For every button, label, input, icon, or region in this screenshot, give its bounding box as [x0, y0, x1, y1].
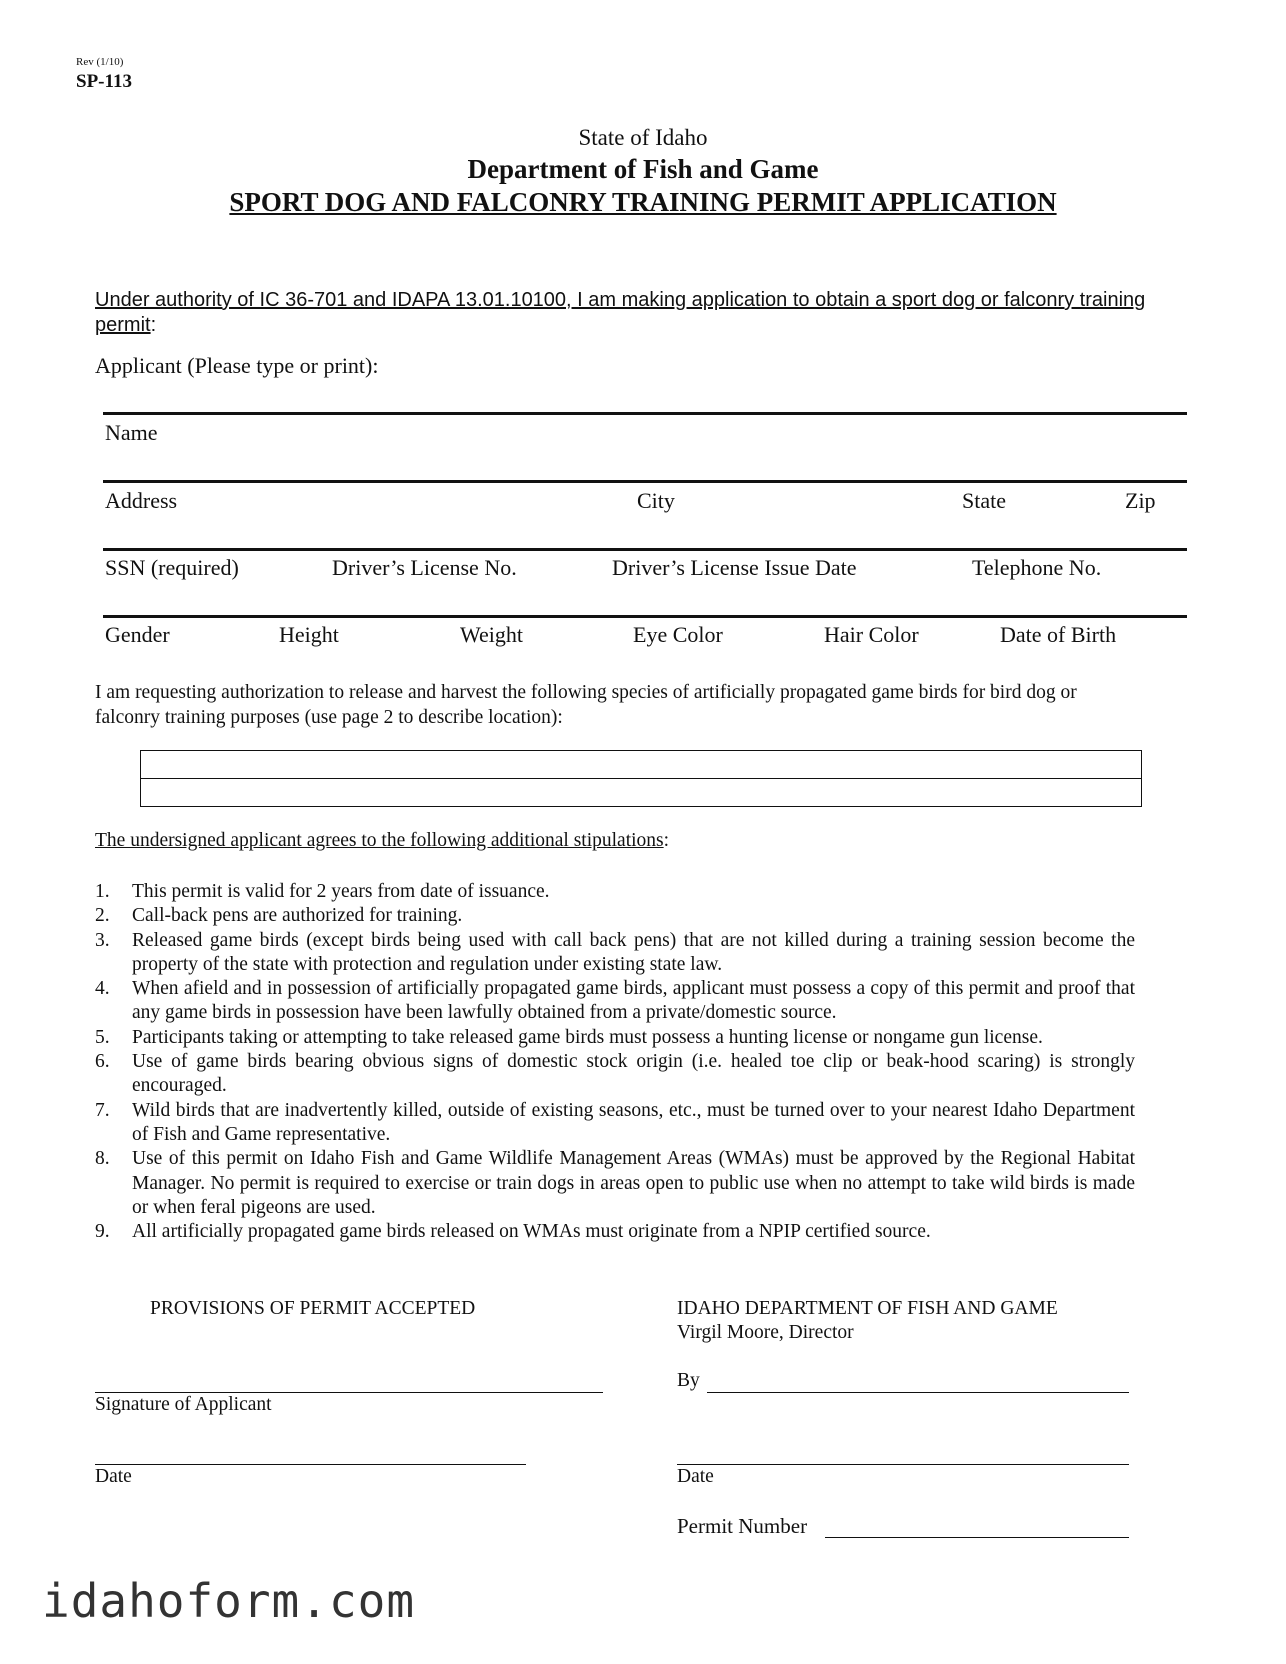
species-input-2[interactable] [141, 779, 1142, 807]
form-code: SP-113 [76, 71, 132, 92]
species-table [140, 750, 1142, 807]
license-issue-date-field[interactable]: Driver’s License Issue Date [612, 555, 857, 580]
authority-text: Under authority of IC 36-701 and IDAPA 13.01.10100, I am making application to obtain a sport dog or falconry training permit [95, 289, 1146, 336]
gender-field[interactable]: Gender [105, 622, 170, 647]
date-label-left: Date [95, 1466, 132, 1487]
list-item [95, 977, 1135, 1026]
authority-suffix: : [150, 314, 157, 336]
field-rule-4 [103, 615, 1187, 618]
hair-color-field[interactable]: Hair Color [824, 622, 919, 647]
list-item-text: Participants taking or attempting to take released game birds must possess a hunting license or nongame gun license. [132, 1026, 1043, 1048]
list-item [95, 1147, 1135, 1220]
stipulations-heading-suffix: : [663, 830, 670, 851]
list-item [95, 1050, 1135, 1099]
list-item-number: 2. [95, 905, 110, 927]
list-item [95, 1026, 1135, 1050]
list-item-text: This permit is valid for 2 years from date of issuance. [132, 881, 550, 902]
list-item-number: 7. [95, 1099, 110, 1121]
applicant-date-line[interactable] [95, 1464, 526, 1465]
stipulations-heading [95, 830, 669, 852]
authority-statement [95, 288, 1195, 338]
permit-number-line[interactable] [825, 1537, 1129, 1538]
list-item-number: 5. [95, 1026, 110, 1048]
revision-label: Rev (1/10) [76, 56, 124, 68]
list-item-text: Wild birds that are inadvertently killed, outside of existing seasons, etc., must be turned over to your nearest Idaho Department of Fish and Game representative. [132, 1099, 1135, 1145]
list-item-number: 8. [95, 1148, 110, 1170]
species-input-1[interactable] [141, 751, 1142, 779]
address-field[interactable]: Address [105, 488, 178, 513]
field-rule-3 [103, 548, 1187, 551]
list-item [95, 1220, 1135, 1244]
list-item-number: 6. [95, 1051, 110, 1073]
height-field[interactable]: Height [279, 622, 339, 647]
applicant-signature-line[interactable] [95, 1392, 603, 1393]
name-field[interactable]: Name [105, 420, 158, 445]
list-item [95, 904, 1135, 928]
date-label-right: Date [677, 1466, 714, 1487]
list-item-text: When afield and in possession of artificially propagated game birds, applicant must possess a copy of this permit and proof that any game birds in possession have been lawfully obtained from a private/domestic source. [132, 978, 1135, 1024]
applicant-label: Applicant (Please type or print): [95, 353, 379, 378]
list-item-text: Released game birds (except birds being used with call back pens) that are not killed during a training session become the property of the state with protection and regulation under existing state law. [132, 929, 1135, 975]
city-field[interactable]: City [637, 488, 675, 513]
list-item-text: All artificially propagated game birds released on WMAs must originate from a NPIP certified source. [132, 1221, 931, 1243]
list-item-number: 4. [95, 978, 110, 1000]
director-label: Virgil Moore, Director [677, 1322, 854, 1343]
telephone-field[interactable]: Telephone No. [972, 555, 1102, 580]
by-label: By [677, 1370, 700, 1391]
stipulations-heading-text: The undersigned applicant agrees to the following additional stipulations [95, 830, 664, 851]
signature-label: Signature of Applicant [95, 1394, 272, 1415]
ssn-field[interactable]: SSN (required) [105, 555, 239, 580]
field-rule-2 [103, 480, 1187, 483]
list-item [95, 929, 1135, 978]
form-title: SPORT DOG AND FALCONRY TRAINING PERMIT APPLICATION [229, 187, 1057, 217]
list-item [95, 1099, 1135, 1148]
list-item [95, 880, 1135, 904]
by-signature-line[interactable] [707, 1392, 1129, 1393]
list-item-number: 3. [95, 929, 110, 951]
list-item-number: 1. [95, 881, 110, 902]
date-of-birth-field[interactable]: Date of Birth [1000, 622, 1117, 647]
department-label: IDAHO DEPARTMENT OF FISH AND GAME [677, 1298, 1058, 1319]
permit-number-label: Permit Number [677, 1514, 808, 1538]
weight-field[interactable]: Weight [460, 622, 523, 647]
request-statement: I am requesting authorization to release and harvest the following species of artificially propagated game birds for bird dog or falconry training purposes (use page 2 to describe location): [95, 682, 1077, 728]
list-item-text: Call-back pens are authorized for training. [132, 905, 463, 927]
state-heading: State of Idaho [578, 125, 708, 150]
field-rule-1 [103, 412, 1187, 415]
department-date-line[interactable] [677, 1464, 1129, 1465]
list-item-text: Use of this permit on Idaho Fish and Game Wildlife Management Areas (WMAs) must be approved by the Regional Habitat Manager. No permit is required to exercise or train dogs in areas open to public use when no attempt to take wild birds is made or when feral pigeons are used. [132, 1148, 1135, 1218]
state-field[interactable]: State [962, 488, 1006, 513]
list-item-text: Use of game birds bearing obvious signs of domestic stock origin (i.e. healed toe clip or beak-hood scaring) is strongly encouraged. [132, 1051, 1135, 1097]
list-item-number: 9. [95, 1221, 110, 1243]
drivers-license-field[interactable]: Driver’s License No. [332, 555, 517, 580]
department-heading: Department of Fish and Game [467, 154, 819, 184]
provisions-accepted-label: PROVISIONS OF PERMIT ACCEPTED [150, 1298, 476, 1319]
zip-field[interactable]: Zip [1125, 488, 1156, 513]
stipulations-list [95, 880, 1135, 1244]
watermark: idahoform.com [42, 1574, 416, 1628]
eye-color-field[interactable]: Eye Color [633, 622, 723, 647]
